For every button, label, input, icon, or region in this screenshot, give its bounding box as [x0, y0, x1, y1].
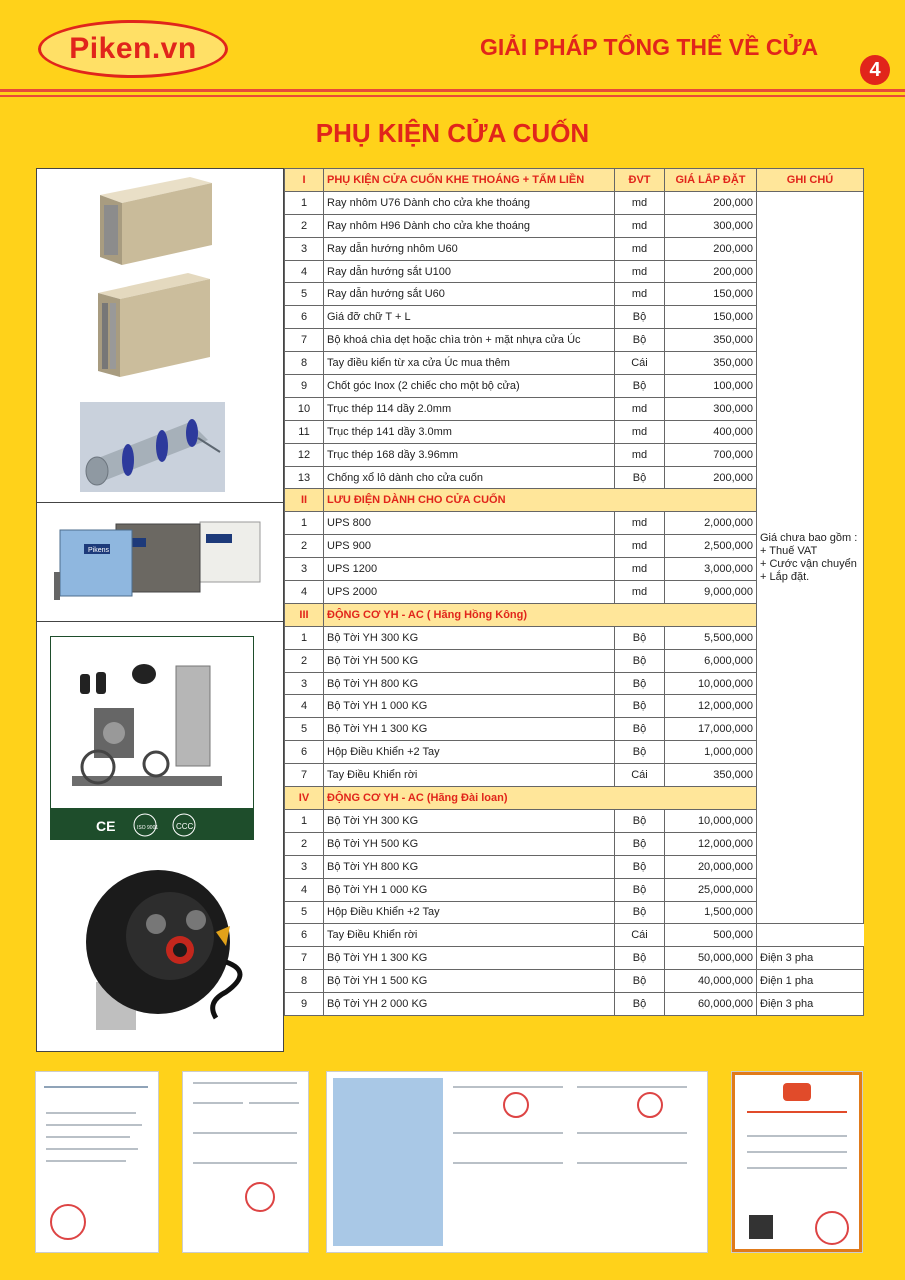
- row-number: 1: [285, 191, 324, 214]
- row-number: 9: [285, 375, 324, 398]
- row-number: 1: [285, 512, 324, 535]
- item-unit: Bộ: [615, 947, 665, 970]
- item-name: Bộ Tời YH 800 KG: [324, 855, 615, 878]
- item-name: Ray dẫn hướng sắt U60: [324, 283, 615, 306]
- item-price: 300,000: [665, 397, 757, 420]
- item-price: 700,000: [665, 443, 757, 466]
- row-number: 6: [285, 924, 324, 947]
- item-unit: Bộ: [615, 832, 665, 855]
- row-number: 2: [285, 214, 324, 237]
- item-unit: md: [615, 214, 665, 237]
- item-name: Hộp Điều Khiển +2 Tay: [324, 741, 615, 764]
- item-name: Tay Điều Khiển rời: [324, 764, 615, 787]
- item-unit: Bộ: [615, 718, 665, 741]
- item-unit: md: [615, 512, 665, 535]
- row-number: 1: [285, 809, 324, 832]
- piken-logo: [38, 20, 228, 78]
- item-unit: Bộ: [615, 970, 665, 993]
- section-title: ĐỘNG CƠ YH - AC (Hãng Đài loan): [324, 787, 757, 810]
- page-number-badge: 4: [860, 55, 890, 85]
- section-number: II: [285, 489, 324, 512]
- item-price: 400,000: [665, 420, 757, 443]
- note-line: + Lắp đặt.: [760, 570, 810, 583]
- item-unit: Bộ: [615, 626, 665, 649]
- item-price: 150,000: [665, 306, 757, 329]
- row-number: 13: [285, 466, 324, 489]
- row-number: 8: [285, 352, 324, 375]
- item-unit: md: [615, 237, 665, 260]
- item-unit: md: [615, 420, 665, 443]
- item-price: 9,000,000: [665, 581, 757, 604]
- header-divider-thin: [0, 95, 905, 97]
- item-name: Ray dẫn hướng nhôm U60: [324, 237, 615, 260]
- item-name: Ray nhôm H96 Dành cho cửa khe thoáng: [324, 214, 615, 237]
- header-name: PHỤ KIỆN CỬA CUỐN KHE THOÁNG + TẤM LIỀN: [324, 169, 615, 192]
- row-number: 3: [285, 672, 324, 695]
- row-number: 1: [285, 626, 324, 649]
- item-name: Giá đỡ chữ T + L: [324, 306, 615, 329]
- item-unit: md: [615, 535, 665, 558]
- item-unit: md: [615, 283, 665, 306]
- table-row: [285, 993, 864, 1016]
- cert-logo: [783, 1083, 811, 1101]
- item-price: 25,000,000: [665, 878, 757, 901]
- item-price: 10,000,000: [665, 672, 757, 695]
- item-unit: Cái: [615, 764, 665, 787]
- item-name: Bộ Tời YH 800 KG: [324, 672, 615, 695]
- general-note: [757, 191, 864, 924]
- item-price: 200,000: [665, 191, 757, 214]
- item-unit: Bộ: [615, 855, 665, 878]
- item-name: Chốt góc Inox (2 chiếc cho một bộ cửa): [324, 375, 615, 398]
- table-row: [285, 191, 864, 214]
- item-unit: Bộ: [615, 878, 665, 901]
- row-number: 4: [285, 260, 324, 283]
- aluminium-rail-image: [90, 175, 220, 385]
- row-number: 5: [285, 901, 324, 924]
- item-note: Điện 3 pha: [757, 993, 864, 1016]
- row-number: 6: [285, 741, 324, 764]
- iso-mark: ISO 9001: [137, 825, 159, 831]
- item-price: 50,000,000: [665, 947, 757, 970]
- item-price: 12,000,000: [665, 832, 757, 855]
- item-unit: Bộ: [615, 329, 665, 352]
- item-price: 200,000: [665, 260, 757, 283]
- item-price: 17,000,000: [665, 718, 757, 741]
- certificate-doc-1: [36, 1072, 158, 1252]
- item-price: 100,000: [665, 375, 757, 398]
- qr-code: [749, 1215, 773, 1239]
- item-price: 3,000,000: [665, 558, 757, 581]
- item-name: UPS 2000: [324, 581, 615, 604]
- item-unit: md: [615, 260, 665, 283]
- stamp-seal: [50, 1204, 86, 1240]
- note-line: + Thuế VAT: [760, 544, 818, 557]
- row-number: 4: [285, 581, 324, 604]
- item-price: 300,000: [665, 214, 757, 237]
- ce-mark: CE: [96, 818, 116, 834]
- row-number: 8: [285, 970, 324, 993]
- item-price: 40,000,000: [665, 970, 757, 993]
- item-note: Điện 1 pha: [757, 970, 864, 993]
- row-number: 4: [285, 878, 324, 901]
- item-unit: Bộ: [615, 809, 665, 832]
- image-divider: [36, 502, 284, 503]
- item-name: Hộp Điều Khiển +2 Tay: [324, 901, 615, 924]
- ups-brand-label: Pikens: [88, 547, 110, 554]
- item-price: 10,000,000: [665, 809, 757, 832]
- stamp-seal: [815, 1211, 849, 1245]
- row-number: 7: [285, 329, 324, 352]
- row-number: 3: [285, 558, 324, 581]
- taiwan-motor-image: [76, 862, 256, 1032]
- item-price: 20,000,000: [665, 855, 757, 878]
- stamp-seal: [637, 1092, 663, 1118]
- row-number: 10: [285, 397, 324, 420]
- item-name: Bộ Tời YH 300 KG: [324, 626, 615, 649]
- item-unit: Bộ: [615, 672, 665, 695]
- item-name: Chống xổ lô dành cho cửa cuốn: [324, 466, 615, 489]
- item-name: Bộ Tời YH 300 KG: [324, 809, 615, 832]
- item-name: Bộ Tời YH 2 000 KG: [324, 993, 615, 1016]
- ccc-mark: CCC: [176, 822, 194, 831]
- image-divider: [36, 621, 284, 622]
- steel-shaft-image: [80, 402, 225, 492]
- item-name: UPS 900: [324, 535, 615, 558]
- item-name: UPS 800: [324, 512, 615, 535]
- section-title: LƯU ĐIỆN DÀNH CHO CỬA CUỐN: [324, 489, 757, 512]
- item-price: 5,500,000: [665, 626, 757, 649]
- header-divider: [0, 89, 905, 92]
- note-line: Giá chưa bao gồm :: [760, 531, 858, 544]
- header-note: GHI CHÚ: [757, 169, 864, 192]
- row-number: 7: [285, 947, 324, 970]
- row-number: 4: [285, 695, 324, 718]
- section-number: III: [285, 603, 324, 626]
- item-price: 2,000,000: [665, 512, 757, 535]
- header-no: I: [285, 169, 324, 192]
- row-number: 9: [285, 993, 324, 1016]
- certificate-doc-3: [327, 1072, 707, 1252]
- row-number: 12: [285, 443, 324, 466]
- item-unit: Cái: [615, 352, 665, 375]
- item-unit: Bộ: [615, 695, 665, 718]
- header-slogan: GIẢI PHÁP TỔNG THỂ VỀ CỬA: [480, 34, 819, 60]
- row-number: 11: [285, 420, 324, 443]
- item-unit: Bộ: [615, 375, 665, 398]
- item-price: 200,000: [665, 237, 757, 260]
- header-price: GIÁ LẮP ĐẶT: [665, 169, 757, 192]
- item-name: Ray nhôm U76 Dành cho cửa khe thoáng: [324, 191, 615, 214]
- row-number: 3: [285, 855, 324, 878]
- item-name: Trục thép 141 dầy 3.0mm: [324, 420, 615, 443]
- logo-text: Piken.vn: [69, 32, 197, 65]
- row-number: 3: [285, 237, 324, 260]
- item-unit: md: [615, 558, 665, 581]
- blue-document: [333, 1078, 443, 1246]
- certificate-doc-2: [183, 1072, 308, 1252]
- item-name: Bộ Tời YH 500 KG: [324, 832, 615, 855]
- item-name: Trục thép 168 dầy 3.96mm: [324, 443, 615, 466]
- item-unit: Bộ: [615, 649, 665, 672]
- item-name: Bộ Tời YH 500 KG: [324, 649, 615, 672]
- item-price: 350,000: [665, 329, 757, 352]
- row-number: 2: [285, 649, 324, 672]
- item-unit: Cái: [615, 924, 665, 947]
- item-unit: Bộ: [615, 741, 665, 764]
- stamp-seal: [245, 1182, 275, 1212]
- item-unit: Bộ: [615, 466, 665, 489]
- table-row: [285, 970, 864, 993]
- item-unit: Bộ: [615, 306, 665, 329]
- item-price: 60,000,000: [665, 993, 757, 1016]
- item-name: Bộ Tời YH 1 000 KG: [324, 695, 615, 718]
- row-number: 5: [285, 283, 324, 306]
- row-number: 7: [285, 764, 324, 787]
- ups-backup-image: [50, 512, 270, 604]
- item-price: 150,000: [665, 283, 757, 306]
- item-name: Bộ Tời YH 1 300 KG: [324, 718, 615, 741]
- page-title: PHỤ KIỆN CỬA CUỐN: [315, 118, 590, 148]
- item-unit: Bộ: [615, 993, 665, 1016]
- note-line: + Cước vận chuyển: [760, 557, 857, 570]
- item-price: 6,000,000: [665, 649, 757, 672]
- item-price: 500,000: [665, 924, 757, 947]
- section-number: IV: [285, 787, 324, 810]
- item-name: Trục thép 114 dầy 2.0mm: [324, 397, 615, 420]
- row-number: 2: [285, 535, 324, 558]
- item-price: 200,000: [665, 466, 757, 489]
- table-row: [285, 947, 864, 970]
- row-number: 2: [285, 832, 324, 855]
- table-header-row: [285, 169, 864, 192]
- item-price: 350,000: [665, 352, 757, 375]
- item-price: 2,500,000: [665, 535, 757, 558]
- item-note: Điện 3 pha: [757, 947, 864, 970]
- item-name: UPS 1200: [324, 558, 615, 581]
- item-unit: md: [615, 397, 665, 420]
- stamp-seal: [503, 1092, 529, 1118]
- item-name: Bộ khoá chìa dẹt hoặc chìa tròn + mặt nhựa cửa Úc: [324, 329, 615, 352]
- price-table: [284, 168, 864, 1016]
- item-price: 1,000,000: [665, 741, 757, 764]
- item-unit: md: [615, 581, 665, 604]
- section-title: ĐỘNG CƠ YH - AC ( Hãng Hồng Kông): [324, 603, 757, 626]
- item-name: Bộ Tời YH 1 300 KG: [324, 947, 615, 970]
- item-name: Ray dẫn hướng sắt U100: [324, 260, 615, 283]
- item-unit: Bộ: [615, 901, 665, 924]
- item-name: Tay điều kiển từ xa cửa Úc mua thêm: [324, 352, 615, 375]
- item-name: Tay Điều Khiển rời: [324, 924, 615, 947]
- row-number: 5: [285, 718, 324, 741]
- header-unit: ĐVT: [615, 169, 665, 192]
- certificate-doc-4: [732, 1072, 862, 1252]
- hongkong-motor-image: [50, 636, 254, 840]
- item-price: 1,500,000: [665, 901, 757, 924]
- item-name: Bộ Tời YH 1 000 KG: [324, 878, 615, 901]
- item-unit: md: [615, 191, 665, 214]
- item-price: 350,000: [665, 764, 757, 787]
- item-name: Bộ Tời YH 1 500 KG: [324, 970, 615, 993]
- row-number: 6: [285, 306, 324, 329]
- table-row: [285, 924, 864, 947]
- item-price: 12,000,000: [665, 695, 757, 718]
- item-unit: md: [615, 443, 665, 466]
